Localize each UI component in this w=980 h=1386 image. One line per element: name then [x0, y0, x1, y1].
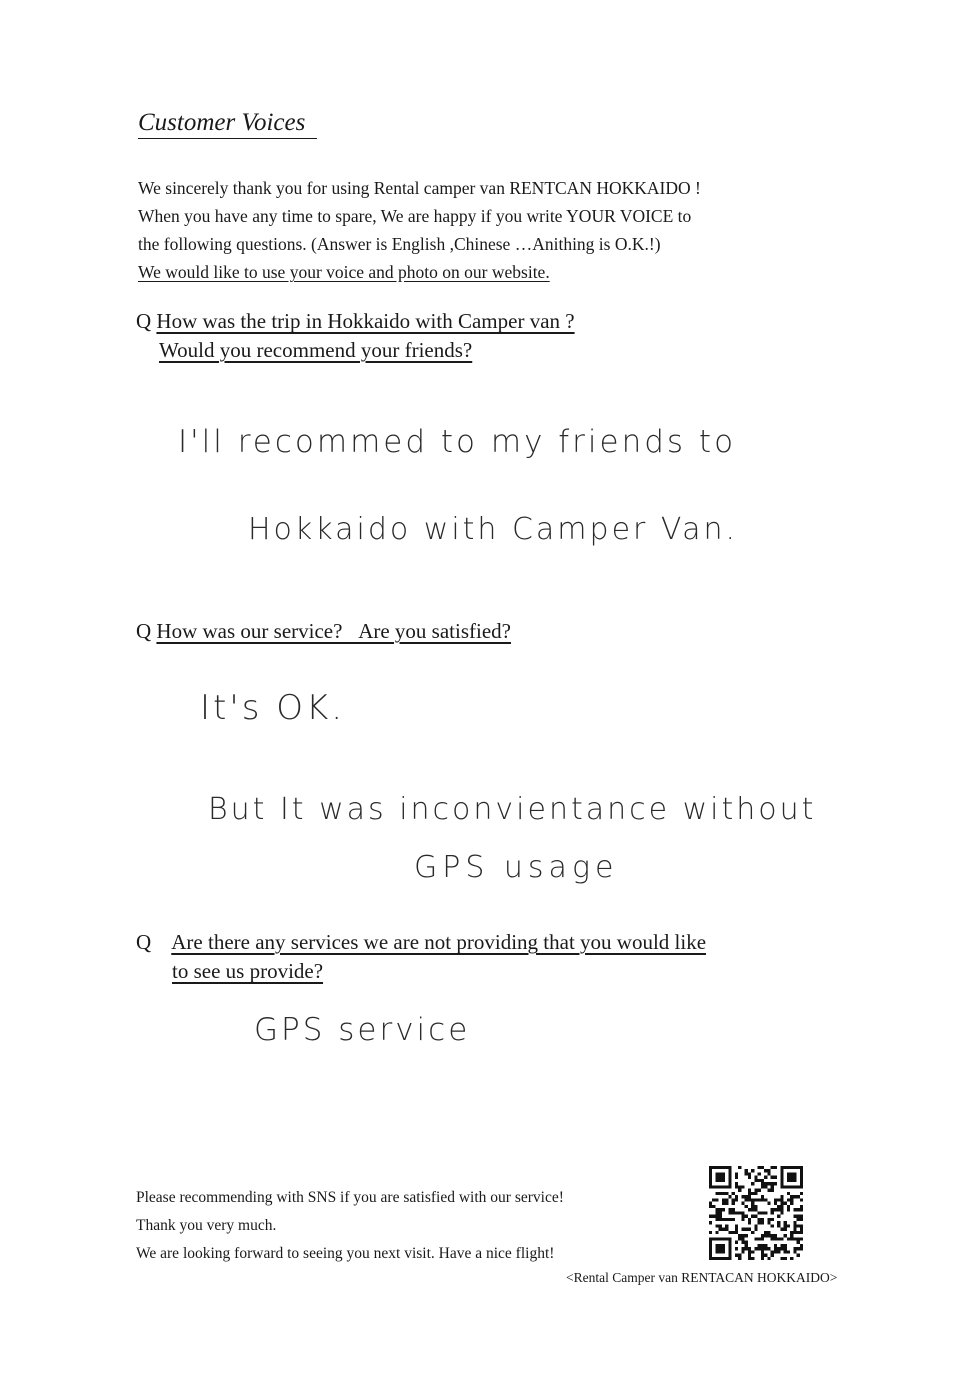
answer-2-line-3: GPS usage: [414, 850, 619, 885]
footer-line-1: Please recommending with SNS if you are satisfied with our service!: [136, 1189, 564, 1206]
question-1-line-1: How was the trip in Hokkaido with Camper van ?: [156, 309, 575, 333]
question-1-line-2: Would you recommend your friends?: [159, 338, 473, 362]
answer-2-line-2: But It was inconvientance without: [208, 792, 817, 827]
answer-3-line-1: GPS service: [254, 1012, 471, 1048]
intro-line-4: We would like to use your voice and photo on our website.: [138, 262, 550, 282]
question-3: [136, 928, 706, 957]
answer-1-line-1: I'll recommed to my friends to: [178, 424, 737, 460]
footer-message: [136, 1184, 564, 1268]
answer-2-line-1: It's OK.: [200, 688, 346, 728]
question-2-line-1: How was our service? Are you satisfied?: [156, 619, 511, 643]
intro-line-1: We sincerely thank you for using Rental camper van RENTCAN HOKKAIDO !: [138, 178, 701, 198]
footer-line-3: We are looking forward to seeing you next visit. Have a nice flight!: [136, 1245, 555, 1262]
question-1-cont: [159, 336, 472, 365]
page-title: Customer Voices: [138, 108, 317, 139]
footer-line-2: Thank you very much.: [136, 1217, 277, 1234]
question-3-line-1: Are there any services we are not providing that you would like: [171, 930, 707, 954]
question-1: [136, 307, 575, 336]
question-2: [136, 617, 511, 646]
intro-line-3: the following questions. (Answer is English ,Chinese …Anithing is O.K.!): [138, 234, 661, 254]
question-3-cont: [172, 957, 323, 986]
intro-paragraph: [138, 174, 858, 286]
question-3-line-2: to see us provide?: [172, 959, 324, 983]
question-1-mark: Q: [136, 309, 152, 333]
qr-code-icon: [709, 1166, 803, 1260]
signature: <Rental Camper van RENTACAN HOKKAIDO>: [566, 1270, 838, 1285]
intro-line-2: When you have any time to spare, We are happy if you write YOUR VOICE to: [138, 206, 692, 226]
question-2-mark: Q: [136, 619, 152, 643]
answer-1-line-2: Hokkaido with Camper Van.: [248, 512, 739, 547]
question-3-mark: Q: [136, 930, 152, 954]
